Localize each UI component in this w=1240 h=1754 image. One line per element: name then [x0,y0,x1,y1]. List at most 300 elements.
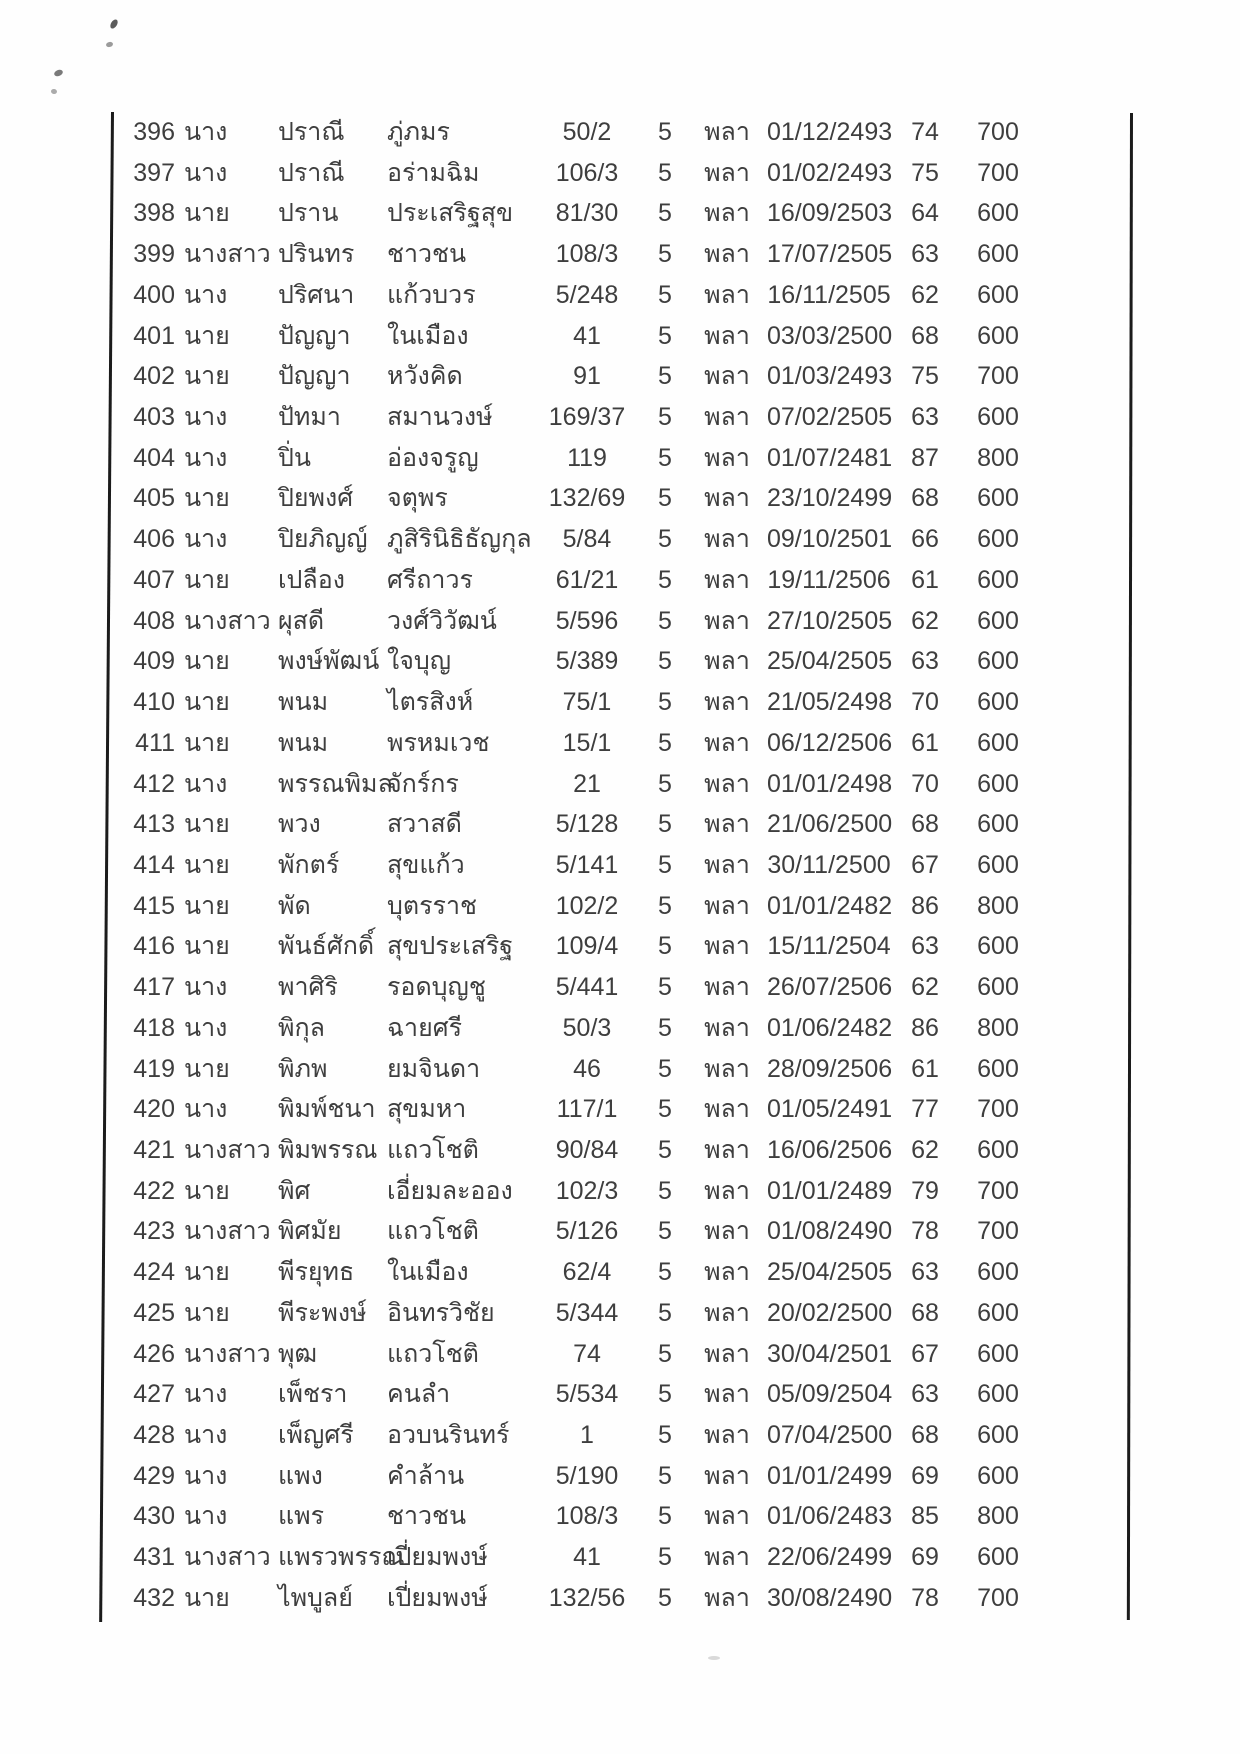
cell-house-number: 5/596 [555,606,619,635]
cell-house-number: 91 [573,362,601,391]
cell-first-name: พีรยุทธ [278,1258,355,1287]
cell-village: พลา [704,850,750,879]
cell-title: นาง [184,280,228,309]
cell-birth-date: 07/02/2505 [767,403,893,432]
cell-age: 61 [911,728,939,757]
table-row [0,193,1240,234]
table-row [0,1293,1240,1334]
cell-age: 61 [911,565,939,594]
scan-speck [109,18,119,30]
cell-village: พลา [704,118,750,146]
cell-village: พลา [704,240,750,269]
cell-age: 70 [911,769,939,798]
cell-title: นาย [184,850,230,879]
cell-first-name: ปิ่น [278,443,311,472]
table-row [0,682,1240,723]
table-row [0,1496,1240,1537]
cell-row-number: 409 [133,647,175,676]
cell-birth-date: 01/07/2481 [767,443,893,472]
cell-row-number: 418 [133,1013,175,1042]
cell-village: พลา [704,443,750,472]
cell-row-number: 415 [133,891,175,920]
cell-first-name: พนม [278,688,329,717]
cell-amount: 600 [977,932,1019,961]
cell-house-number: 102/2 [555,891,619,920]
cell-birth-date: 27/10/2505 [767,606,893,635]
cell-village: พลา [704,1258,750,1287]
cell-last-name: ใจบุญ [387,647,452,676]
cell-age: 63 [911,403,939,432]
cell-age: 69 [911,1461,939,1490]
cell-moo: 5 [658,850,672,879]
cell-title: นาย [184,891,230,920]
cell-last-name: คนลำ [387,1380,451,1409]
cell-moo: 5 [658,769,672,798]
cell-amount: 800 [977,443,1019,472]
cell-village: พลา [704,280,750,309]
cell-village: พลา [704,891,750,920]
cell-moo: 5 [658,158,672,187]
cell-moo: 5 [658,1095,672,1124]
cell-house-number: 41 [573,1543,601,1572]
cell-first-name: พนม [278,728,329,757]
cell-title: นาย [184,199,230,228]
cell-birth-date: 30/04/2501 [767,1339,893,1368]
cell-title: นาย [184,484,230,513]
cell-birth-date: 01/02/2493 [767,158,893,187]
cell-amount: 600 [977,606,1019,635]
cell-last-name: แถวโชติ [387,1217,479,1246]
cell-age: 74 [911,118,939,146]
cell-house-number: 50/3 [562,1013,612,1042]
cell-house-number: 5/84 [562,525,612,554]
cell-amount: 600 [977,321,1019,350]
cell-amount: 600 [977,810,1019,839]
cell-first-name: พาศิริ [278,973,338,1002]
cell-last-name: หวังคิด [387,362,463,391]
cell-last-name: สมานวงษ์ [387,403,493,432]
cell-age: 68 [911,321,939,350]
cell-village: พลา [704,1502,750,1531]
cell-first-name: แพง [278,1461,323,1490]
cell-last-name: เปี่ยมพงษ์ [387,1543,488,1572]
cell-age: 61 [911,1054,939,1083]
cell-last-name: อ่องจรูญ [387,443,479,472]
cell-title: นาย [184,647,230,676]
cell-row-number: 426 [133,1339,175,1368]
cell-moo: 5 [658,1502,672,1531]
cell-row-number: 397 [133,158,175,187]
cell-last-name: สุขแก้ว [387,850,465,879]
cell-house-number: 108/3 [555,1502,619,1531]
cell-first-name: พันธ์ศักดิ์ [278,932,375,961]
cell-village: พลา [704,1298,750,1327]
cell-row-number: 431 [133,1543,175,1572]
cell-title: นาย [184,810,230,839]
cell-age: 78 [911,1217,939,1246]
cell-age: 64 [911,199,939,228]
cell-birth-date: 01/03/2493 [767,362,893,391]
cell-birth-date: 05/09/2504 [767,1380,893,1409]
cell-amount: 600 [977,1421,1019,1450]
cell-first-name: ปริศนา [278,280,355,309]
cell-title: นางสาว [184,1136,271,1164]
cell-amount: 800 [977,891,1019,920]
cell-amount: 600 [977,1461,1019,1490]
cell-amount: 600 [977,769,1019,798]
cell-first-name: แพร [278,1502,325,1531]
cell-last-name: ไตรสิงห์ [387,688,474,717]
cell-house-number: 62/4 [562,1258,612,1287]
cell-row-number: 416 [133,932,175,961]
cell-house-number: 106/3 [555,158,619,187]
cell-birth-date: 25/04/2505 [767,647,893,676]
table-row [0,886,1240,927]
cell-amount: 600 [977,525,1019,554]
cell-last-name: อวบนรินทร์ [387,1421,510,1450]
cell-row-number: 424 [133,1258,175,1287]
cell-first-name: พิกุล [278,1013,325,1042]
cell-row-number: 425 [133,1298,175,1327]
cell-birth-date: 03/03/2500 [767,321,893,350]
cell-birth-date: 25/04/2505 [767,1258,893,1287]
cell-house-number: 5/248 [555,280,619,309]
table-row [0,1456,1240,1497]
cell-row-number: 403 [133,403,175,432]
cell-age: 77 [911,1095,939,1124]
cell-house-number: 46 [573,1054,601,1083]
cell-row-number: 414 [133,850,175,879]
cell-village: พลา [704,403,750,432]
cell-amount: 600 [977,565,1019,594]
cell-last-name: แถวโชติ [387,1339,479,1368]
cell-title: นาง [184,1095,228,1124]
cell-age: 62 [911,1136,939,1164]
cell-first-name: ปราณี [278,158,345,187]
scan-speck [51,89,58,95]
cell-first-name: พิมพรรณ [278,1136,378,1164]
cell-last-name: ในเมือง [387,321,469,350]
cell-village: พลา [704,1339,750,1368]
cell-row-number: 432 [133,1583,175,1612]
table-row [0,967,1240,1008]
cell-title: นาง [184,443,228,472]
cell-first-name: ปราณี [278,118,345,146]
cell-age: 68 [911,810,939,839]
cell-village: พลา [704,688,750,717]
cell-amount: 700 [977,1217,1019,1246]
cell-village: พลา [704,1217,750,1246]
cell-amount: 600 [977,280,1019,309]
cell-age: 62 [911,280,939,309]
cell-village: พลา [704,158,750,187]
table-row [0,804,1240,845]
table-row [0,1089,1240,1130]
cell-age: 69 [911,1543,939,1572]
cell-last-name: บุตรราช [387,891,477,920]
cell-row-number: 400 [133,280,175,309]
cell-house-number: 5/128 [555,810,619,839]
cell-house-number: 61/21 [555,565,619,594]
cell-moo: 5 [658,1543,672,1572]
cell-last-name: สวาสดี [387,810,462,839]
cell-age: 87 [911,443,939,472]
cell-amount: 600 [977,199,1019,228]
cell-first-name: พัด [278,891,311,920]
cell-amount: 600 [977,484,1019,513]
cell-first-name: พิภพ [278,1054,328,1083]
table-row [0,519,1240,560]
cell-house-number: 90/84 [555,1136,619,1164]
cell-amount: 600 [977,1054,1019,1083]
cell-moo: 5 [658,484,672,513]
cell-birth-date: 16/11/2505 [767,280,891,309]
cell-last-name: สุขประเสริฐ [387,932,514,961]
cell-moo: 5 [658,1339,672,1368]
cell-age: 63 [911,932,939,961]
cell-birth-date: 01/12/2493 [767,118,893,146]
table-row [0,641,1240,682]
cell-village: พลา [704,973,750,1002]
cell-last-name: อร่ามฉิม [387,158,480,187]
cell-row-number: 427 [133,1380,175,1409]
cell-amount: 600 [977,647,1019,676]
cell-moo: 5 [658,932,672,961]
cell-birth-date: 30/11/2500 [767,850,891,879]
cell-moo: 5 [658,647,672,676]
cell-house-number: 15/1 [562,728,612,757]
cell-title: นาย [184,1258,230,1287]
cell-age: 63 [911,240,939,269]
cell-amount: 600 [977,688,1019,717]
cell-title: นาง [184,118,228,146]
cell-amount: 700 [977,1095,1019,1124]
cell-age: 68 [911,484,939,513]
cell-birth-date: 07/04/2500 [767,1421,893,1450]
table-row [0,601,1240,642]
cell-birth-date: 20/02/2500 [767,1298,893,1327]
cell-amount: 600 [977,1380,1019,1409]
cell-last-name: จตุพร [387,484,448,513]
cell-birth-date: 21/06/2500 [767,810,893,839]
table-row [0,356,1240,397]
cell-village: พลา [704,647,750,676]
cell-amount: 600 [977,1258,1019,1287]
cell-row-number: 404 [133,443,175,472]
cell-village: พลา [704,1054,750,1083]
cell-village: พลา [704,362,750,391]
cell-age: 79 [911,1176,939,1205]
cell-title: นาง [184,1380,228,1409]
cell-village: พลา [704,1421,750,1450]
cell-house-number: 119 [567,443,607,472]
cell-house-number: 5/126 [555,1217,619,1246]
cell-amount: 700 [977,1176,1019,1205]
scan-speck [708,1656,720,1660]
cell-moo: 5 [658,810,672,839]
cell-first-name: ไพบูลย์ [278,1583,353,1612]
cell-amount: 600 [977,973,1019,1002]
cell-first-name: พรรณพิมล [278,769,393,798]
cell-amount: 800 [977,1013,1019,1042]
cell-birth-date: 09/10/2501 [767,525,893,554]
cell-first-name: ปัญญา [278,321,351,350]
cell-age: 62 [911,606,939,635]
cell-moo: 5 [658,565,672,594]
table-row [0,275,1240,316]
cell-moo: 5 [658,321,672,350]
cell-moo: 5 [658,240,672,269]
cell-moo: 5 [658,199,672,228]
cell-last-name: สุขมหา [387,1095,467,1124]
cell-village: พลา [704,565,750,594]
cell-title: นางสาว [184,1543,271,1572]
cell-first-name: พงษ์พัฒน์ [278,647,380,676]
cell-title: นาง [184,973,228,1002]
cell-village: พลา [704,728,750,757]
cell-village: พลา [704,1095,750,1124]
cell-village: พลา [704,1380,750,1409]
cell-title: นาง [184,1013,228,1042]
cell-birth-date: 01/01/2499 [767,1461,893,1490]
table-row [0,397,1240,438]
cell-house-number: 108/3 [555,240,619,269]
cell-house-number: 117/1 [556,1095,618,1124]
cell-title: นาย [184,688,230,717]
cell-moo: 5 [658,1421,672,1450]
cell-age: 67 [911,850,939,879]
cell-row-number: 396 [133,118,175,146]
cell-amount: 600 [977,728,1019,757]
cell-village: พลา [704,525,750,554]
cell-moo: 5 [658,280,672,309]
cell-amount: 700 [977,362,1019,391]
cell-first-name: พิศ [278,1176,311,1205]
cell-last-name: จักร์กร [387,769,459,798]
cell-birth-date: 01/08/2490 [767,1217,893,1246]
table-row [0,845,1240,886]
table-row [0,926,1240,967]
cell-title: นาย [184,1583,230,1612]
cell-age: 63 [911,1380,939,1409]
cell-birth-date: 06/12/2506 [767,728,893,757]
cell-village: พลา [704,1013,750,1042]
cell-row-number: 419 [133,1054,175,1083]
cell-title: นาย [184,321,230,350]
cell-moo: 5 [658,1380,672,1409]
cell-row-number: 420 [133,1095,175,1124]
table-row [0,1211,1240,1252]
cell-house-number: 74 [573,1339,601,1368]
cell-row-number: 422 [133,1176,175,1205]
cell-first-name: ปรินทร [278,240,355,269]
cell-house-number: 75/1 [562,688,612,717]
cell-last-name: อินทรวิชัย [387,1298,495,1327]
cell-last-name: วงศ์วิวัฒน์ [387,606,497,635]
cell-moo: 5 [658,1054,672,1083]
cell-first-name: พุฒ [278,1339,318,1368]
cell-age: 85 [911,1502,939,1531]
cell-amount: 700 [977,1583,1019,1612]
cell-last-name: ภูสิรินิธิธัญกุล [387,525,532,554]
cell-age: 63 [911,647,939,676]
cell-row-number: 406 [133,525,175,554]
cell-house-number: 132/69 [548,484,626,513]
cell-row-number: 421 [133,1136,175,1164]
cell-first-name: ผุสดี [278,606,325,635]
cell-last-name: ยมจินดา [387,1054,481,1083]
cell-moo: 5 [658,525,672,554]
cell-title: นางสาว [184,240,271,269]
cell-first-name: ปิยพงศ์ [278,484,354,513]
cell-birth-date: 15/11/2504 [767,932,891,961]
cell-row-number: 430 [133,1502,175,1531]
cell-birth-date: 28/09/2506 [767,1054,893,1083]
cell-last-name: ภู่ภมร [387,118,450,146]
cell-title: นาย [184,1054,230,1083]
cell-first-name: เปลือง [278,565,345,594]
cell-moo: 5 [658,1136,672,1164]
cell-row-number: 408 [133,606,175,635]
cell-house-number: 1 [580,1421,594,1450]
cell-house-number: 5/344 [555,1298,619,1327]
cell-birth-date: 22/06/2499 [767,1543,893,1572]
cell-first-name: แพรวพรรณ [278,1543,405,1572]
scan-speck [53,69,64,78]
cell-moo: 5 [658,1461,672,1490]
cell-moo: 5 [658,1583,672,1612]
cell-row-number: 401 [133,321,175,350]
cell-row-number: 412 [133,769,175,798]
cell-age: 78 [911,1583,939,1612]
cell-title: นาย [184,932,230,961]
cell-birth-date: 01/05/2491 [767,1095,893,1124]
table-row [0,1537,1240,1578]
cell-village: พลา [704,932,750,961]
table-row [0,316,1240,357]
table-row [0,1130,1240,1171]
table-row [0,560,1240,601]
cell-village: พลา [704,1543,750,1572]
cell-last-name: แก้วบวร [387,280,476,309]
cell-house-number: 41 [573,321,601,350]
cell-first-name: ปราน [278,199,339,228]
cell-birth-date: 01/01/2482 [767,891,893,920]
cell-age: 75 [911,158,939,187]
cell-title: นาง [184,1421,228,1450]
cell-village: พลา [704,1583,750,1612]
cell-village: พลา [704,1461,750,1490]
cell-row-number: 413 [133,810,175,839]
cell-last-name: เอี่ยมละออง [387,1176,513,1205]
cell-moo: 5 [658,403,672,432]
cell-last-name: แถวโชติ [387,1136,479,1164]
cell-last-name: พรหมเวช [387,728,490,757]
cell-title: นาง [184,525,228,554]
cell-village: พลา [704,199,750,228]
cell-first-name: เพ็ชรา [278,1380,348,1409]
cell-birth-date: 01/01/2498 [767,769,893,798]
cell-title: นางสาว [184,1339,271,1368]
cell-birth-date: 26/07/2506 [767,973,893,1002]
cell-house-number: 5/190 [555,1461,619,1490]
cell-age: 63 [911,1258,939,1287]
cell-title: นางสาว [184,606,271,635]
cell-last-name: รอดบุญชู [387,973,486,1002]
cell-age: 75 [911,362,939,391]
cell-row-number: 428 [133,1421,175,1450]
cell-moo: 5 [658,118,672,146]
